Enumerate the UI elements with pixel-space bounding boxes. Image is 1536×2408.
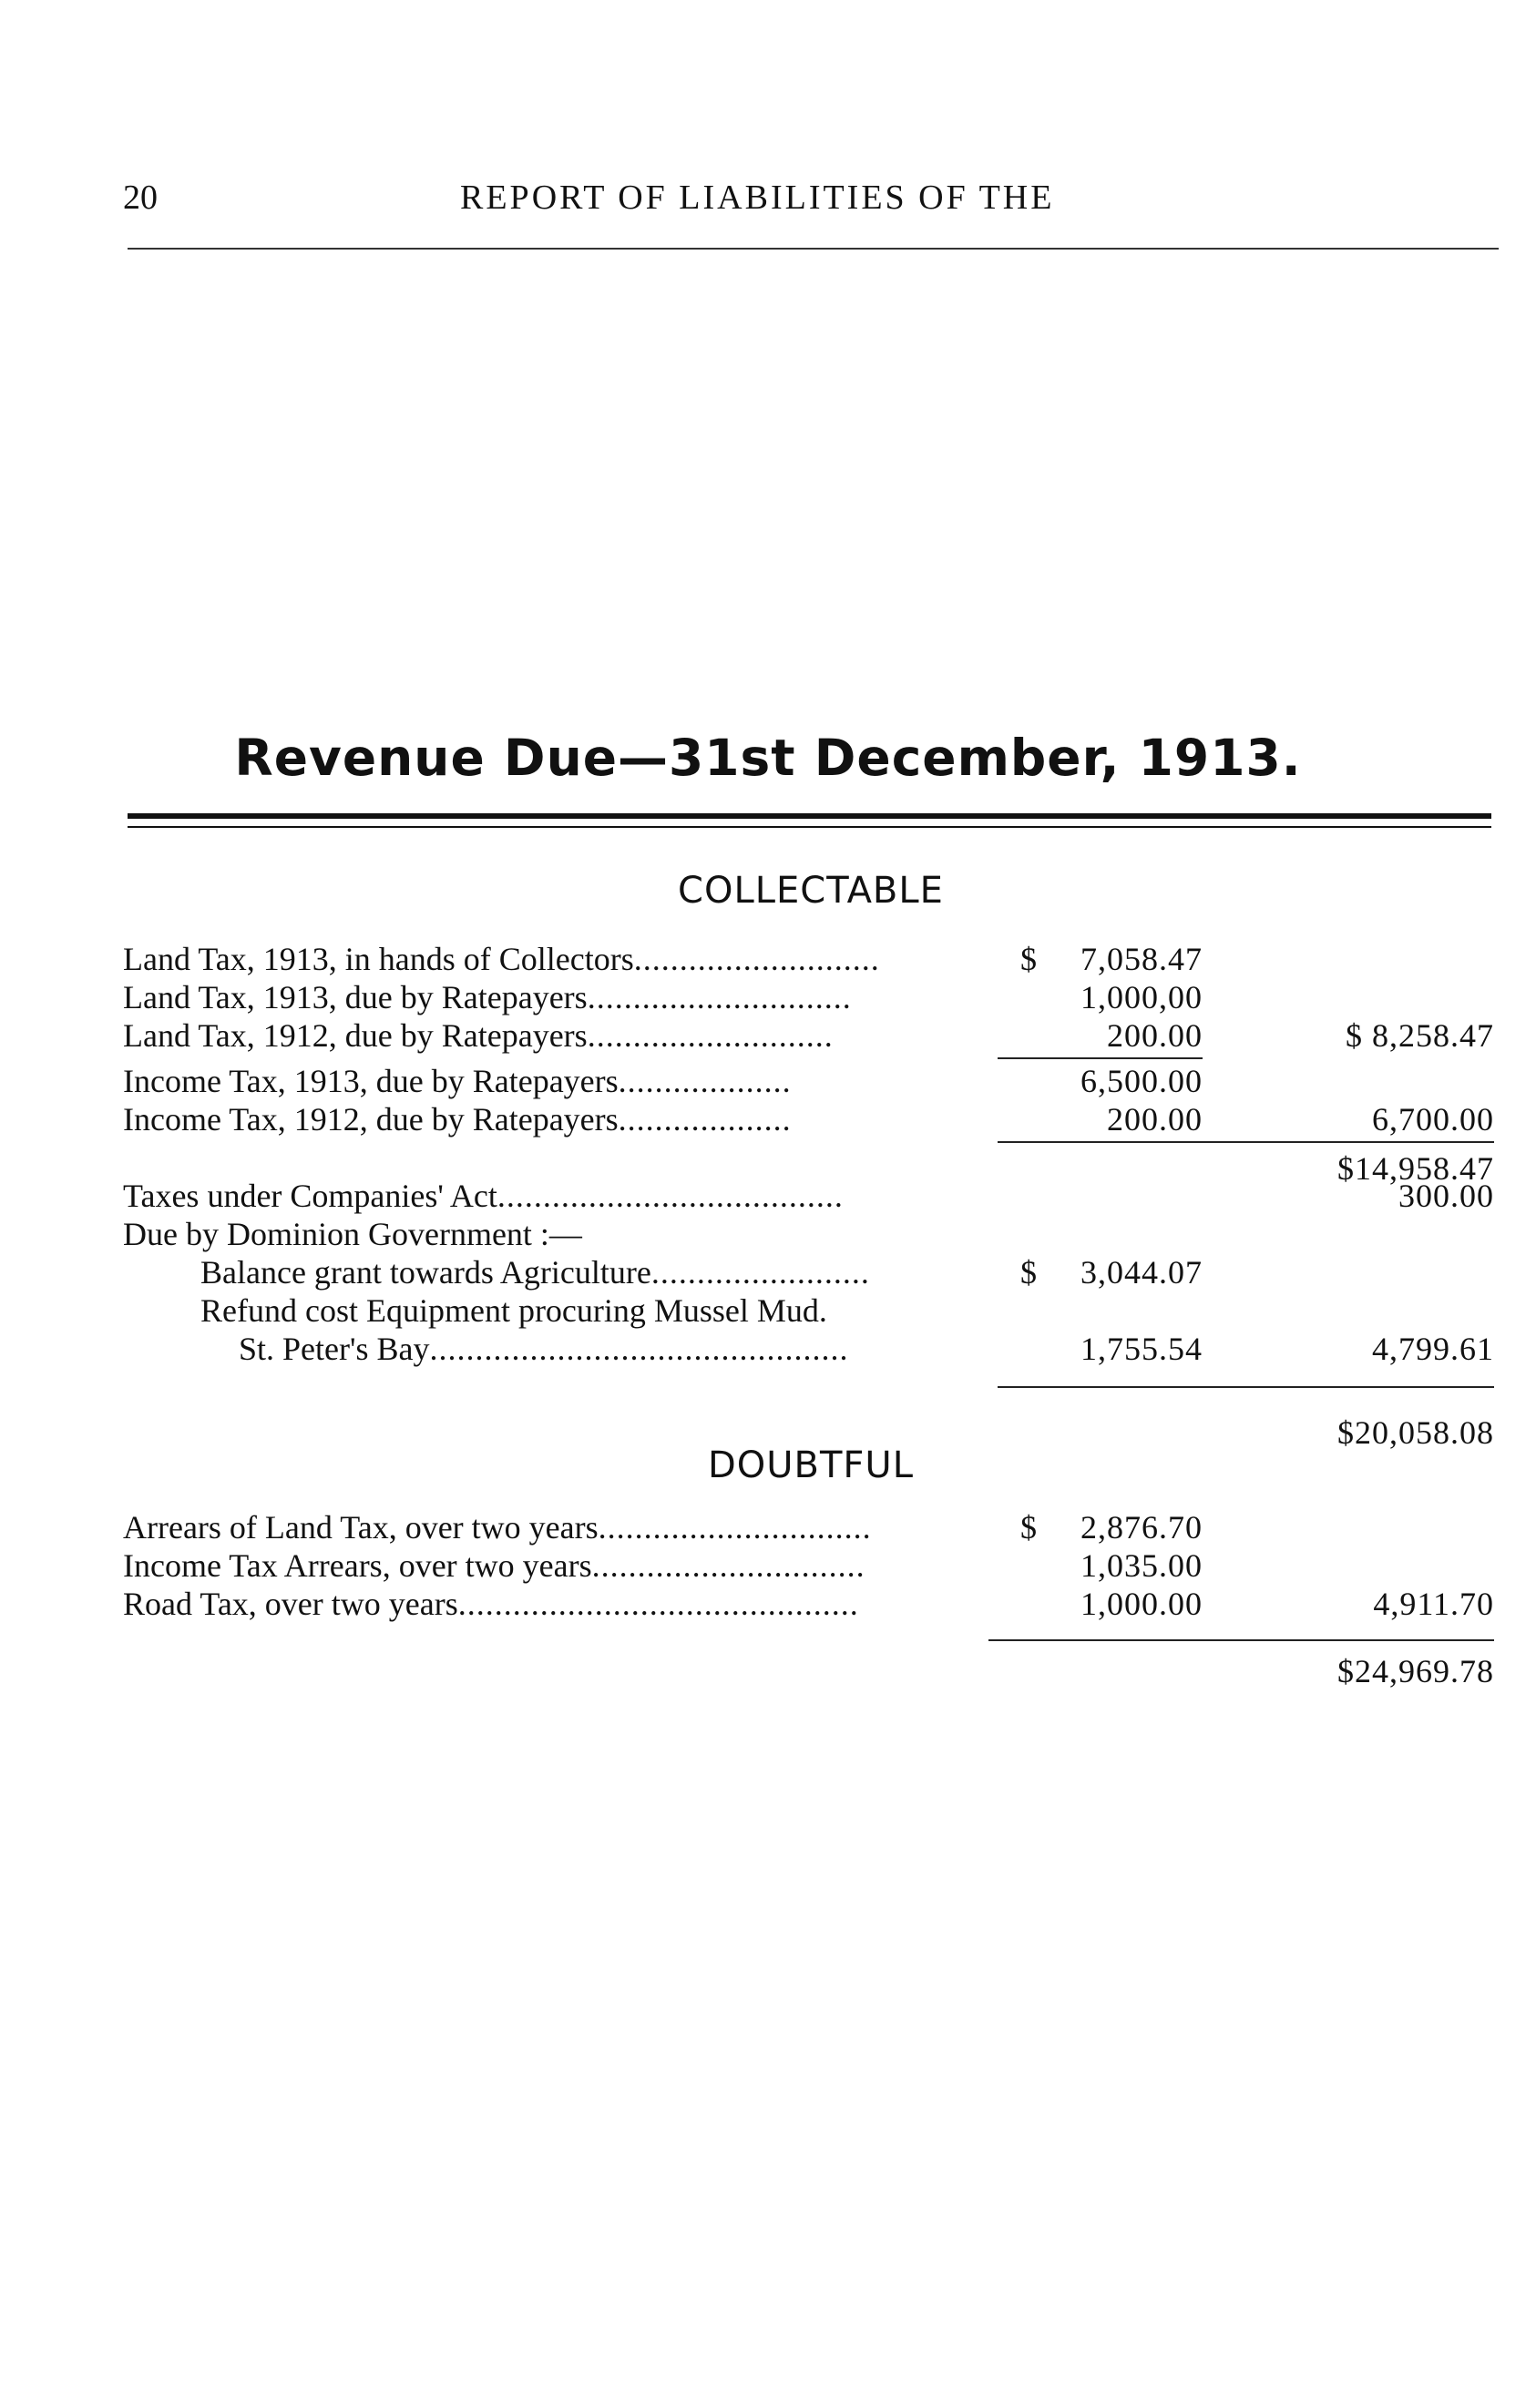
- dollar-sign: $: [1020, 941, 1037, 977]
- row-label: Land Tax, 1912, due by Ratepayers...........................: [123, 1017, 834, 1054]
- section-heading-collectable: COLLECTABLE: [678, 870, 944, 912]
- subtotal-rule: [998, 1141, 1494, 1143]
- row-label: Income Tax, 1912, due by Ratepayers...................: [123, 1101, 792, 1138]
- dollar-sign: $: [1020, 1254, 1037, 1291]
- table-row: [0, 1016, 1536, 1056]
- row-label: Income Tax Arrears, over two years..............................: [123, 1547, 865, 1584]
- row-label: Income Tax, 1913, due by Ratepayers...................: [123, 1063, 792, 1099]
- running-title: REPORT OF LIABILITIES OF THE: [460, 179, 1055, 217]
- row-label: St. Peter's Bay..............................................: [239, 1331, 849, 1367]
- row-label: Arrears of Land Tax, over two years..............................: [123, 1509, 872, 1546]
- amount-value: 200.00: [1107, 1101, 1203, 1138]
- row-label: Balance grant towards Agriculture........................: [200, 1254, 870, 1291]
- title-rule-thin: [128, 826, 1491, 828]
- row-label: Taxes under Companies' Act......................................: [123, 1178, 844, 1214]
- dollar-sign: $: [1020, 1509, 1037, 1546]
- row-label: Due by Dominion Government :—: [123, 1216, 582, 1252]
- table-row: [0, 1100, 1536, 1140]
- table-row: [0, 978, 1536, 1018]
- total-value: 6,700.00: [1372, 1101, 1494, 1138]
- grand-total-rule: [988, 1639, 1494, 1641]
- subtotal-rule: [998, 1057, 1203, 1059]
- amount-value: 200.00: [1107, 1017, 1203, 1054]
- amount-value: 1,000,00: [1080, 979, 1203, 1015]
- page-title: Revenue Due—31st December, 1913.: [234, 729, 1302, 787]
- grand-total-value: $24,969.78: [1337, 1653, 1494, 1689]
- table-row: [0, 1585, 1536, 1625]
- amount-value: 7,058.47: [1080, 941, 1203, 977]
- table-row: [0, 1177, 1536, 1217]
- total-value: 4,799.61: [1372, 1331, 1494, 1367]
- table-row: [0, 1330, 1536, 1370]
- table-row: [0, 1215, 1536, 1255]
- header-divider: [128, 248, 1499, 250]
- title-rule-thick: [128, 813, 1491, 819]
- total-value: 300.00: [1398, 1178, 1494, 1214]
- table-row: [0, 940, 1536, 980]
- amount-value: 3,044.07: [1080, 1254, 1203, 1291]
- row-label: Land Tax, 1913, in hands of Collectors...........................: [123, 941, 880, 977]
- grand-total-row: [0, 1652, 1536, 1692]
- row-label: Road Tax, over two years............................................: [123, 1586, 859, 1622]
- table-row: [0, 1291, 1536, 1332]
- row-label: Refund cost Equipment procuring Mussel Mud.: [200, 1292, 827, 1329]
- total-value: 4,911.70: [1373, 1586, 1494, 1622]
- amount-value: 1,000.00: [1080, 1586, 1203, 1622]
- section-heading-doubtful: DOUBTFUL: [707, 1444, 914, 1486]
- table-row: [0, 1508, 1536, 1548]
- subtotal-rule: [998, 1386, 1494, 1388]
- subtotal-value: $20,058.08: [1337, 1414, 1494, 1451]
- row-label: Land Tax, 1913, due by Ratepayers.............................: [123, 979, 852, 1015]
- table-row: [0, 1253, 1536, 1293]
- page-number: 20: [123, 179, 158, 217]
- table-row: [0, 1062, 1536, 1102]
- amount-value: 1,755.54: [1080, 1331, 1203, 1367]
- amount-value: 6,500.00: [1080, 1063, 1203, 1099]
- total-value: $ 8,258.47: [1346, 1017, 1494, 1054]
- amount-value: 1,035.00: [1080, 1547, 1203, 1584]
- subtotal-value: $14,958.47: [1337, 1150, 1494, 1187]
- table-row: [0, 1546, 1536, 1587]
- amount-value: 2,876.70: [1080, 1509, 1203, 1546]
